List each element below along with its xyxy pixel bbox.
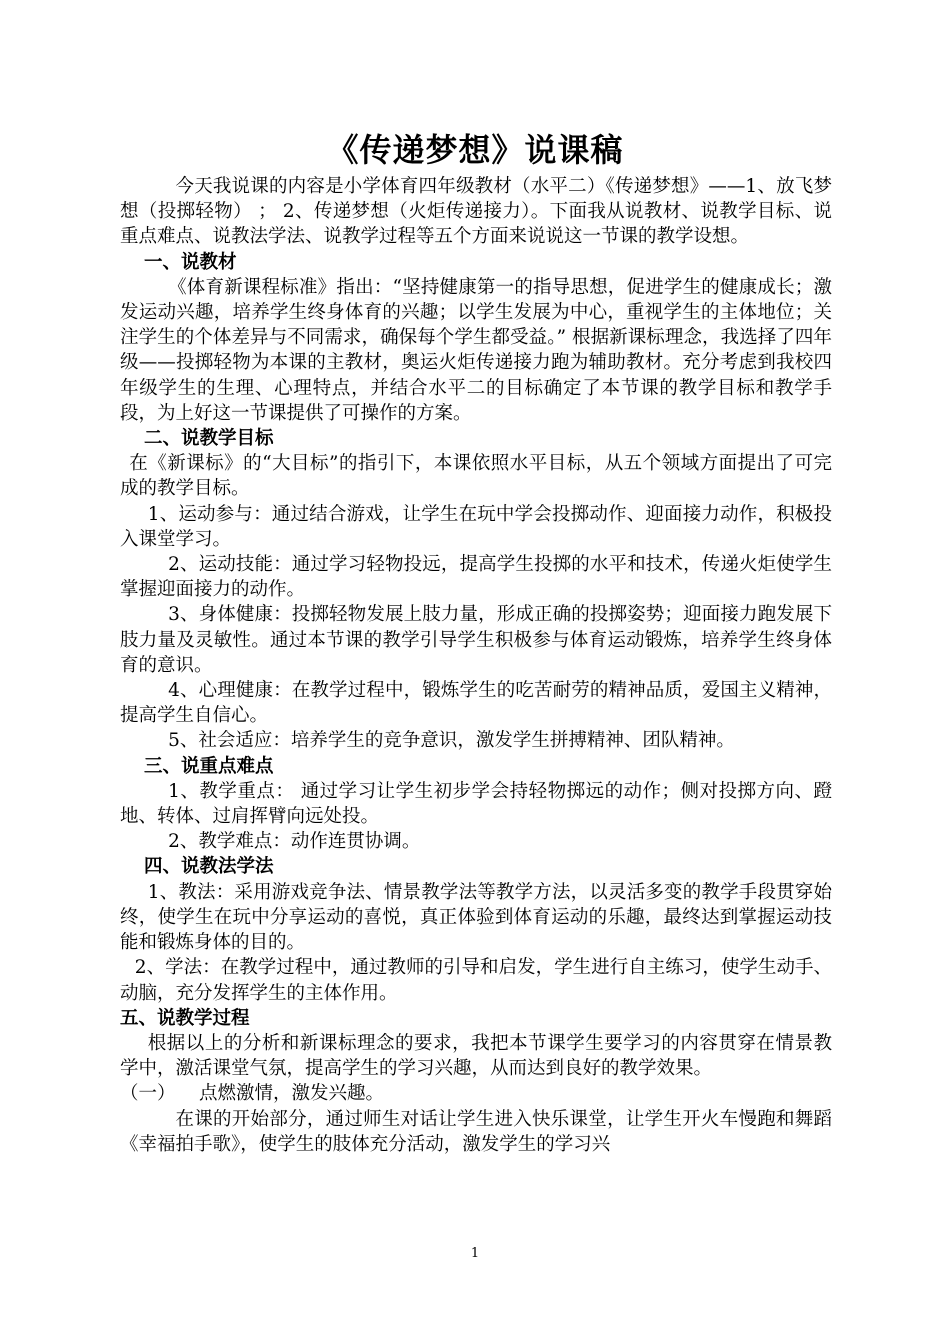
goal-item-1: 1、运动参与：通过结合游戏，让学生在玩中学会投掷动作、迎面接力动作，积极投入课堂学习。 (120, 503, 832, 550)
document-title: 《传递梦想》说课稿 (326, 131, 624, 169)
focus-item-1: 1、教学重点： 通过学习让学生初步学会持轻物掷远的动作；侧对投掷方向、蹬地、转体、过肩挥臂向远处投。 (120, 780, 832, 828)
section-heading-3: 三、说重点难点 (144, 755, 274, 777)
section-heading-5: 五、说教学过程 (120, 1007, 250, 1029)
section-1-paragraph: 《体育新课程标准》指出：“坚持健康第一的指导思想，促进学生的健康成长；激发运动兴趣，培养学生终身体育的兴趣；以学生发展为中心，重视学生的主体地位；关注学生的个体差异与不同需求，确保每个学生都受益。” 根据新课标理念，我选择了四年级——投掷轻物为本课的主教材，奥运火炬传递接力跑为辅助教材。充分考虑到我校四年级学生的生理、心理特点，并结合水平二的目标确定了本节课的教学目标和教学手段，为上好这一节课提供了可操作的方案。 (120, 276, 832, 424)
page-number: 1 (470, 1246, 480, 1261)
section-5-paragraph-2: 在课的开始部分，通过师生对话让学生进入快乐课堂，让学生开火车慢跑和舞蹈《幸福拍手歌》，使学生的肢体充分活动，激发学生的学习兴 (120, 1108, 832, 1155)
section-heading-4: 四、说教法学法 (144, 856, 274, 878)
section-5-paragraph: 根据以上的分析和新课标理念的要求，我把本节课学生要学习的内容贯穿在情景教学中，激活课堂气氛，提高学生的学习兴趣，从而达到良好的教学效果。 (120, 1032, 832, 1080)
method-item-2: 2、学法：在教学过程中，通过教师的引导和启发，学生进行自主练习，使学生动手、动脑，充分发挥学生的主体作用。 (120, 957, 832, 1004)
section-heading-1: 一、说教材 (144, 251, 237, 273)
section-heading-2: 二、说教学目标 (144, 428, 274, 450)
sub-heading-1: （一） 点燃激情，激发兴趣。 (120, 1083, 385, 1105)
section-2-paragraph: 在《新课标》的“大目标”的指引下，本课依照水平目标，从五个领域方面提出了可完成的教学目标。 (120, 453, 832, 500)
goal-item-2: 2、运动技能：通过学习轻物投远，提高学生投掷的水平和技术，传递火炬使学生掌握迎面接力的动作。 (120, 554, 832, 601)
goal-item-4: 4、心理健康：在教学过程中，锻炼学生的吃苦耐劳的精神品质，爱国主义精神，提高学生自信心。 (120, 680, 832, 727)
focus-item-2: 2、教学难点：动作连贯协调。 (168, 831, 421, 853)
intro-paragraph: 今天我说课的内容是小学体育四年级教材（水平二）《传递梦想》——1、放飞梦想（投掷轻物） ； 2、传递梦想（火炬传递接力）。下面我从说教材、说教学目标、说重点难点、说教法学法、说教学过程等五个方面来说说这一节课的教学设想。 (120, 176, 832, 248)
document-body (120, 174, 832, 1157)
goal-item-3: 3、身体健康：投掷轻物发展上肢力量，形成正确的投掷姿势；迎面接力跑发展下肢力量及灵敏性。通过本节课的教学引导学生积极参与体育运动锻炼，培养学生终身体育的意识。 (120, 604, 832, 676)
goal-item-5: 5、社会适应：培养学生的竞争意识，激发学生拼搏精神、团队精神。 (168, 730, 735, 752)
method-item-1: 1、教法：采用游戏竞争法、情景教学法等教学方法，以灵活多变的教学手段贯穿始终，使学生在玩中分享运动的喜悦，真正体验到体育运动的乐趣，最终达到掌握运动技能和锻炼身体的目的。 (120, 881, 832, 954)
